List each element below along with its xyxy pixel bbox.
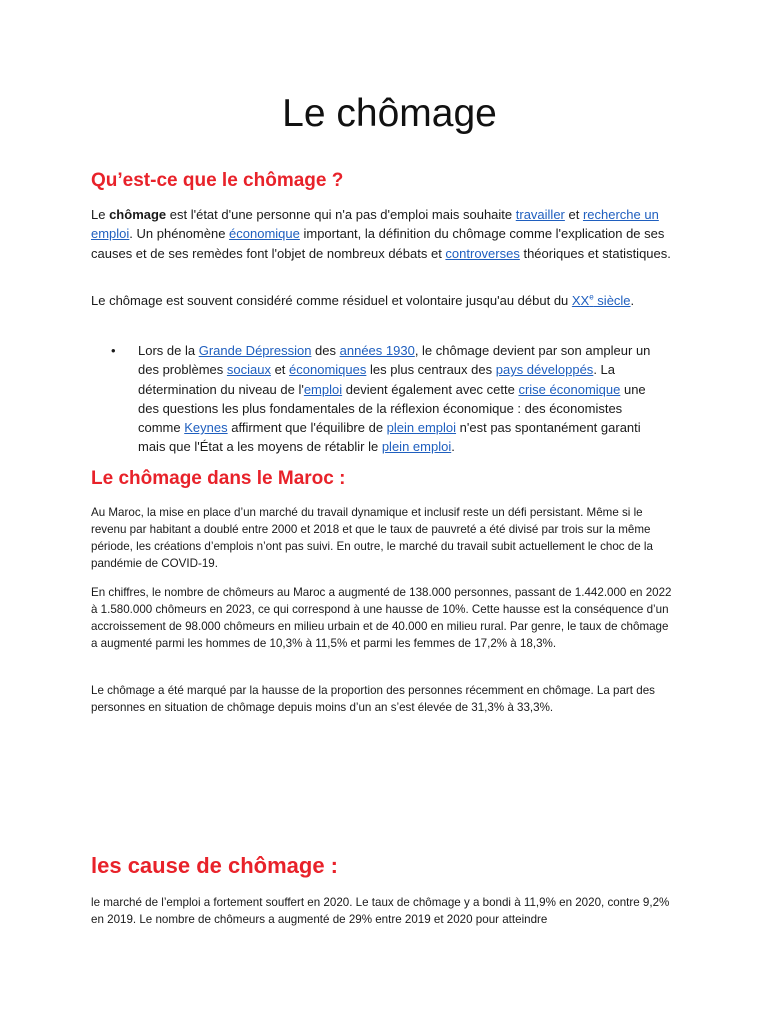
- link-text: XX: [571, 293, 590, 308]
- link-annees-1930[interactable]: années 1930: [339, 343, 415, 358]
- paragraph-causes: le marché de l’emploi a fortement souffert en 2020. Le taux de chômage y a bondi à 11,9% en 2020, contre 9,2% en 2019. Le nombre de chômeurs a augmenté de 29% entre 2019 et 2020 pour atteindre: [91, 896, 670, 926]
- text-run: les plus centraux des: [366, 362, 496, 378]
- text-run: n'est pas spontanément garanti mais que l'État a les moyens de rétablir le: [138, 420, 641, 455]
- link-text: siècle: [593, 293, 631, 308]
- link-xxe-siecle[interactable]: [572, 293, 631, 308]
- text-run: et: [270, 362, 290, 378]
- link-sociaux[interactable]: sociaux: [226, 362, 271, 378]
- link-economique[interactable]: économique: [229, 226, 300, 242]
- link-crise-economique[interactable]: crise économique: [518, 381, 621, 397]
- text-run: Lors de la: [138, 343, 199, 358]
- text-run: . Un phénomène: [129, 226, 230, 242]
- paragraph-maroc-proportion: Le chômage a été marqué par la hausse de la proportion des personnes récemment en chômage. La part des personnes en situation de chômage depuis moins d’un an s’est élevée de 31,3% à 33,3%.: [91, 684, 655, 714]
- paragraph-maroc-intro: Au Maroc, la mise en place d’un marché du travail dynamique et inclusif reste un défi persistant. Même si le revenu par habitant a doublé entre 2000 et 2018 et que le taux de pauvreté a été divisé par trois sur la même période, les créations d’emplois n’ont pas suivi. En outre, le marché du travail subit actuellement le choc de la pandémie de COVID-19.: [91, 506, 653, 570]
- link-recherche-emploi[interactable]: recherche un emploi: [91, 207, 659, 242]
- link-emploi[interactable]: emploi: [303, 381, 343, 397]
- bullet-marker: •: [111, 343, 116, 358]
- text-run: important, la définition du chômage comme l'explication de ses causes et de ses remèdes font l'objet de nombreux débats et: [91, 226, 665, 261]
- link-grande-depression[interactable]: Grande Dépression: [198, 343, 312, 358]
- text-run: . La détermination du niveau de l': [138, 362, 615, 397]
- link-controverses[interactable]: controverses: [445, 245, 520, 261]
- text-run: théoriques et statistiques.: [519, 245, 671, 261]
- text-run: une des questions les plus fondamentales de la réflexion économique : des économistes comme: [138, 381, 646, 436]
- link-plein-emploi-2[interactable]: plein emploi: [381, 439, 452, 455]
- heading-quest-ce-que: Qu’est-ce que le chômage ?: [91, 170, 344, 191]
- text-run: .: [451, 439, 455, 455]
- link-economiques[interactable]: économiques: [289, 362, 367, 378]
- text-run: devient également avec cette: [342, 381, 519, 397]
- paragraph-definition: [91, 205, 671, 263]
- paragraph-maroc-chiffres: En chiffres, le nombre de chômeurs au Maroc a augmenté de 138.000 personnes, passant de 1.442.000 en 2022 à 1.580.000 chômeurs en 2023, ce qui correspond à une hausse de 10%. Cette hausse est la conséquence d’un accroissement de 98.000 chômeurs en milieu urbain et de 40.000 en milieu rural. Par genre, le taux de chômage a augmenté parmi les hommes de 10,3% à 11,5% et parmi les femmes de 17,2% à 18,3%.: [91, 586, 672, 650]
- text-run: Le chômage est souvent considéré comme résiduel et volontaire jusqu'au début du: [91, 293, 572, 308]
- text-run: , le chômage devient par son ampleur un des problèmes: [138, 343, 651, 378]
- link-keynes[interactable]: Keynes: [184, 420, 228, 436]
- heading-chomage-maroc: Le chômage dans le Maroc :: [91, 468, 346, 489]
- text-run: des: [311, 343, 340, 358]
- page-title: Le chômage: [282, 92, 497, 135]
- link-travailler[interactable]: travailler: [515, 207, 565, 222]
- text-run: et: [564, 207, 583, 222]
- text-run: affirment que l'équilibre de: [227, 420, 387, 436]
- text-run: Le: [91, 207, 110, 222]
- heading-causes: les cause de chômage :: [91, 853, 338, 878]
- link-plein-emploi[interactable]: plein emploi: [386, 420, 457, 436]
- paragraph-residuel: [91, 291, 671, 310]
- bold-term: chômage: [109, 207, 167, 222]
- link-pays-developpes[interactable]: pays développés: [495, 362, 594, 378]
- bullet-text: [138, 341, 668, 457]
- text-run: .: [630, 293, 635, 308]
- superscript: e: [589, 292, 594, 302]
- text-run: est l'état d'une personne qui n'a pas d'emploi mais souhaite: [166, 207, 516, 222]
